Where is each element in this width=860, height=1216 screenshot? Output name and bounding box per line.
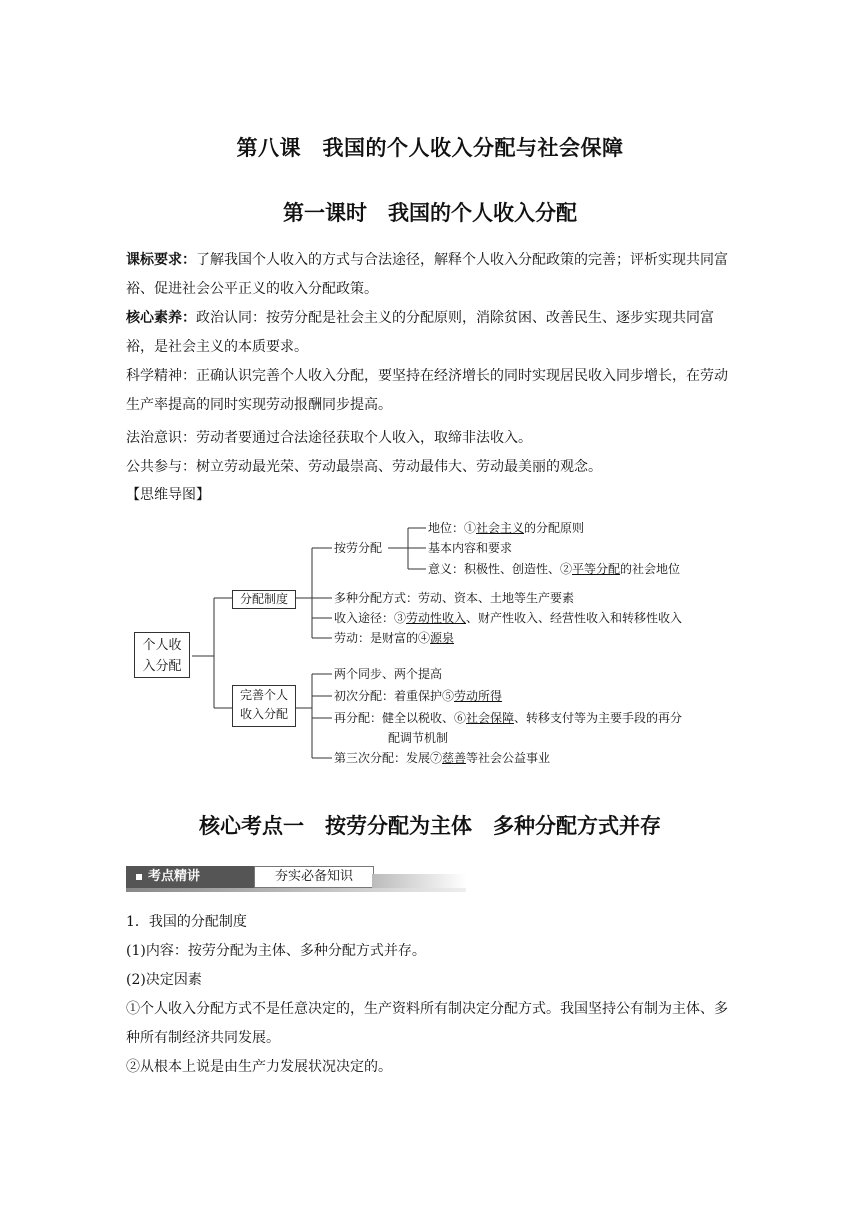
- section-banner: [126, 866, 466, 892]
- c4-answer: 慈善: [442, 751, 467, 765]
- body-heading-1: 1．我国的分配制度: [126, 914, 247, 930]
- body-factors: (2)决定因素: [126, 972, 202, 988]
- root-node: [134, 632, 190, 678]
- node-redistribution-line2: 配调节机制: [388, 731, 449, 745]
- body-factor-2: ②从根本上说是由生产力发展状况决定的。: [126, 1059, 392, 1075]
- banner-left-text: 考点精讲: [148, 869, 201, 884]
- node-primary-distribution: [334, 688, 502, 704]
- root-line-2: 入分配: [142, 659, 182, 674]
- b2-post: 、财产性收入、经营性收入和转移性收入: [466, 611, 683, 625]
- node-significance: [428, 561, 680, 577]
- square-icon: [136, 874, 142, 880]
- a3-answer: 平等分配: [572, 562, 621, 576]
- a1-pre: 地位：①: [428, 521, 477, 535]
- public-participation: 公共参与：树立劳动最光荣、劳动最崇高、劳动最伟大、劳动最美丽的观念。: [126, 459, 602, 475]
- core-literacy: [126, 304, 738, 361]
- node-basic-content: 基本内容和要求: [428, 541, 513, 555]
- branch-distribution-system: 分配制度: [232, 590, 296, 609]
- banner-left: [126, 866, 254, 888]
- a3-post: 的社会地位: [620, 562, 681, 576]
- b3-pre: 劳动：是财富的④: [334, 631, 431, 645]
- branch2-line-2: 收入分配: [239, 707, 288, 721]
- lesson-subtitle: 第一课时 我国的个人收入分配: [283, 201, 577, 225]
- branch-improve-distribution: [232, 685, 296, 727]
- node-multiple-methods: 多种分配方式：劳动、资本、土地等生产要素: [334, 591, 575, 605]
- a1-answer: 社会主义: [476, 521, 525, 535]
- banner-underline: [126, 888, 466, 892]
- node-status: [428, 520, 584, 536]
- b2-answer: 劳动性收入: [406, 611, 467, 625]
- c2-pre: 初次分配：着重保护⑤: [334, 689, 455, 703]
- node-distribution-by-labor: 按劳分配: [334, 541, 383, 555]
- lesson-title: 第八课 我国的个人收入分配与社会保障: [236, 136, 624, 160]
- body-content: (1)内容：按劳分配为主体、多种分配方式并存。: [126, 943, 426, 959]
- banner-right: 夯实必备知识: [254, 866, 374, 888]
- banner-fade: [372, 874, 466, 888]
- c3-pre: 再分配：健全以税收、⑥: [334, 711, 467, 725]
- c3-answer: 社会保障: [466, 711, 515, 725]
- c4-post: 等社会公益事业: [466, 751, 551, 765]
- b2-pre: 收入途径：③: [334, 611, 407, 625]
- node-income-channels: [334, 610, 682, 626]
- section-title: 核心考点一 按劳分配为主体 多种分配方式并存: [199, 814, 661, 838]
- core-literacy-label: 核心素养：: [126, 310, 196, 326]
- curriculum-requirement: [126, 246, 738, 303]
- requirement-text: 了解我国个人收入的方式与合法途径，解释个人收入分配政策的完善；评析实现共同富裕、促进社会公平正义的收入分配政策。: [126, 252, 728, 297]
- node-third-distribution: [334, 750, 550, 766]
- a1-post: 的分配原则: [524, 521, 585, 535]
- root-line-1: 个人收: [142, 638, 182, 653]
- requirement-label: 课标要求：: [126, 252, 196, 268]
- mind-map: [126, 510, 738, 770]
- node-labor: [334, 630, 454, 646]
- scientific-spirit: 科学精神：正确认识完善个人收入分配，要坚持在经济增长的同时实现居民收入同步增长，在劳动生产率提高的同时实现劳动报酬同步提高。: [126, 368, 728, 413]
- mindmap-label: 【思维导图】: [126, 487, 210, 503]
- node-redistribution: [334, 710, 682, 726]
- a3-pre: 意义：积极性、创造性、②: [428, 562, 573, 576]
- c3-post: 、转移支付等为主要手段的再分: [514, 711, 683, 725]
- b3-answer: 源泉: [430, 631, 455, 645]
- core-literacy-text: 政治认同：按劳分配是社会主义的分配原则，消除贫困、改善民生、逐步实现共同富裕，是社会主义的本质要求。: [126, 310, 714, 355]
- c4-pre: 第三次分配：发展⑦: [334, 751, 443, 765]
- node-two-sync: 两个同步、两个提高: [334, 667, 443, 681]
- branch2-line-1: 完善个人: [239, 688, 288, 702]
- c2-answer: 劳动所得: [454, 689, 503, 703]
- body-factor-1: ①个人收入分配方式不是任意决定的，生产资料所有制决定分配方式。我国坚持公有制为主体、多种所有制经济共同发展。: [126, 1001, 728, 1046]
- legal-awareness: 法治意识：劳动者要通过合法途径获取个人收入，取缔非法收入。: [126, 430, 532, 446]
